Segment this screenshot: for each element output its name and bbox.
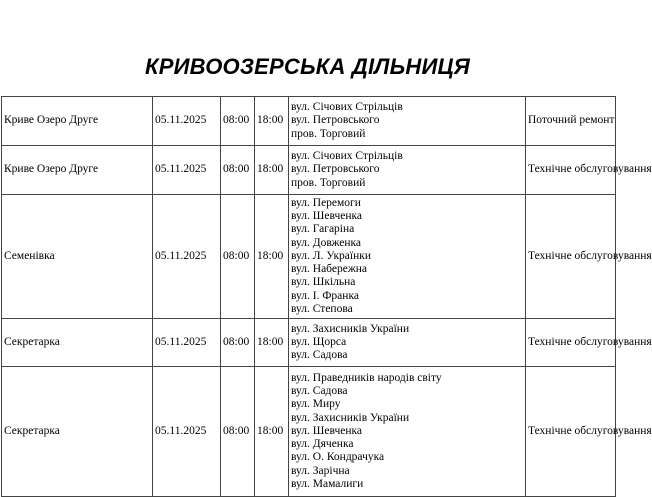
- street-item: пров. Торговий: [291, 127, 366, 140]
- street-item: вул. Шкільна: [291, 276, 356, 289]
- end-time-cell: 18:00: [255, 319, 289, 367]
- date-cell: 05.11.2025: [153, 367, 221, 497]
- date-cell: 05.11.2025: [153, 97, 221, 146]
- street-item: вул. Миру: [291, 398, 341, 411]
- work-type-cell: Технічне обслуговування: [526, 146, 616, 195]
- date-cell: 05.11.2025: [153, 319, 221, 367]
- streets-cell: [289, 367, 526, 497]
- table-row: [2, 146, 616, 195]
- street-item: вул. Мамалиги: [291, 477, 364, 490]
- streets-cell: [289, 97, 526, 146]
- street-item: вул. Праведників народів світу: [291, 372, 442, 385]
- streets-cell: [289, 319, 526, 367]
- start-time-cell: 08:00: [221, 319, 255, 367]
- table-row: [2, 319, 616, 367]
- street-item: вул. І. Франка: [291, 289, 359, 302]
- settlement-cell: Секретарка: [2, 319, 153, 367]
- street-item: вул. Січових Стрільців: [291, 101, 403, 114]
- table-row: [2, 367, 616, 497]
- work-type-cell: Технічне обслуговування: [526, 195, 616, 319]
- date-cell: 05.11.2025: [153, 146, 221, 195]
- street-item: вул. Гагаріна: [291, 223, 355, 236]
- street-item: вул. Петровського: [291, 163, 380, 176]
- street-item: вул. Набережна: [291, 263, 368, 276]
- table-row: [2, 97, 616, 146]
- settlement-cell: Секретарка: [2, 367, 153, 497]
- work-type-cell: Технічне обслуговування: [526, 319, 616, 367]
- street-item: вул. Шевченка: [291, 424, 363, 437]
- streets-cell: [289, 195, 526, 319]
- date-cell: 05.11.2025: [153, 195, 221, 319]
- outage-schedule-table: [1, 96, 652, 497]
- street-item: вул. Степова: [291, 302, 353, 315]
- street-item: вул. Щорса: [291, 335, 347, 348]
- street-item: вул. Захисників України: [291, 411, 410, 424]
- section-title: КРИВООЗЕРСЬКА ДІЛЬНИЦЯ: [145, 54, 470, 79]
- street-item: вул. Захисників України: [291, 322, 410, 335]
- work-type-cell: Поточний ремонт: [526, 97, 616, 146]
- street-item: вул. Перемоги: [291, 197, 361, 210]
- street-item: вул. О. Кондрачука: [291, 451, 385, 464]
- start-time-cell: 08:00: [221, 195, 255, 319]
- street-item: вул. Садова: [291, 349, 348, 362]
- start-time-cell: 08:00: [221, 97, 255, 146]
- street-item: вул. Шевченка: [291, 210, 363, 223]
- street-item: вул. Довженка: [291, 236, 362, 249]
- street-item: вул. Січових Стрільців: [291, 150, 403, 163]
- end-time-cell: 18:00: [255, 367, 289, 497]
- end-time-cell: 18:00: [255, 146, 289, 195]
- street-item: вул. Дяченка: [291, 438, 354, 451]
- start-time-cell: 08:00: [221, 367, 255, 497]
- street-item: вул. Л. Українки: [291, 249, 371, 262]
- streets-cell: [289, 146, 526, 195]
- settlement-cell: Криве Озеро Друге: [2, 97, 153, 146]
- settlement-cell: Семенівка: [2, 195, 153, 319]
- work-type-cell: Технічне обслуговування: [526, 367, 616, 497]
- settlement-cell: Криве Озеро Друге: [2, 146, 153, 195]
- table-row: [2, 195, 616, 319]
- start-time-cell: 08:00: [221, 146, 255, 195]
- street-item: вул. Садова: [291, 385, 348, 398]
- street-item: пров. Торговий: [291, 176, 366, 189]
- end-time-cell: 18:00: [255, 195, 289, 319]
- end-time-cell: 18:00: [255, 97, 289, 146]
- street-item: вул. Петровського: [291, 114, 380, 127]
- street-item: вул. Зарічна: [291, 464, 350, 477]
